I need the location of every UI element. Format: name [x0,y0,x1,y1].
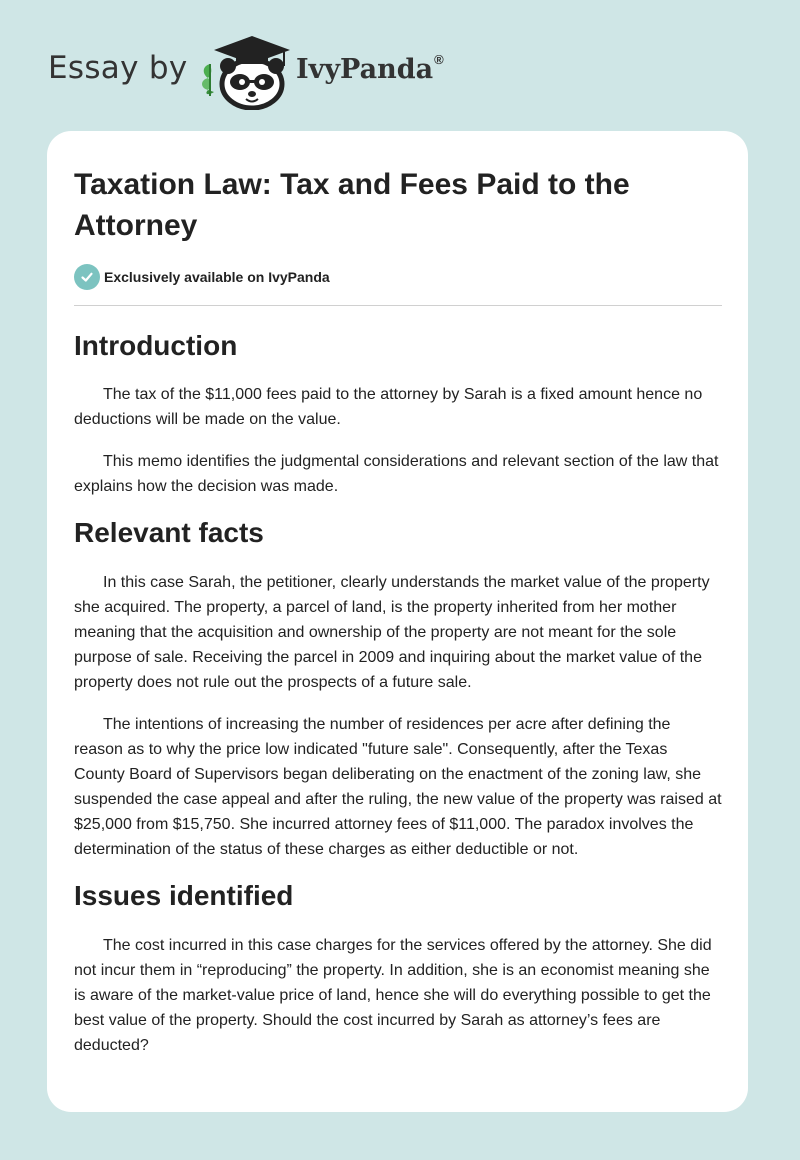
ivypanda-wordmark [296,54,444,85]
section-heading-relevant-facts: Relevant facts [74,517,264,548]
paragraph: In this case Sarah, the petitioner, clearly understands the market value of the property she acquired. The property, a parcel of land, is the property inherited from her mother meaning that the acquisition and ownership of the property are not meant for the sole purpose of sale. Receiving the parcel in 2009 and inquiring about the market value of the property does not rule out the prospects of a future sale. [74,574,710,691]
essay-by-label: Essay by [48,50,188,86]
exclusive-badge [74,263,722,291]
paragraph: The tax of the $11,000 fees paid to the attorney by Sarah is a fixed amount hence no deductions will be made on the value. [74,386,703,428]
site-header [0,0,800,130]
exclusive-badge-label: Exclusively available on IvyPanda [104,269,330,285]
brand-name: IvyPanda [296,54,434,85]
paragraph: The cost incurred in this case charges for the services offered by the attorney. She did not incur them in “reproducing” the property. In addition, she is an economist meaning she is aware of the market-value price of land, hence she will do everything possible to get the best value of the property. Should the cost incurred by Sarah as attorney’s fees are deducted? [74,937,712,1054]
page-title: Taxation Law: Tax and Fees Paid to the Attorney [74,168,630,242]
paragraph: The intentions of increasing the number of residences per acre after defining the reason as to why the price low indicated "future sale". Consequently, after the Texas County Board of Supervisors began deliberating on the enactment of the zoning law, she suspended the case appeal and after the ruling, the new value of the property was raised at $25,000 from $15,750. She incurred attorney fees of $11,000. The paradox involves the determination of the status of these charges as either deductible or not. [74,716,722,858]
check-icon [74,264,100,290]
essay-card [47,131,748,1112]
divider [74,305,722,306]
panda-graduate-icon [198,34,294,110]
paragraph: This memo identifies the judgmental considerations and relevant section of the law that explains how the decision was made. [74,453,719,495]
section-heading-issues-identified: Issues identified [74,880,294,911]
section-heading-introduction: Introduction [74,330,238,361]
registered-mark: ® [434,52,444,67]
